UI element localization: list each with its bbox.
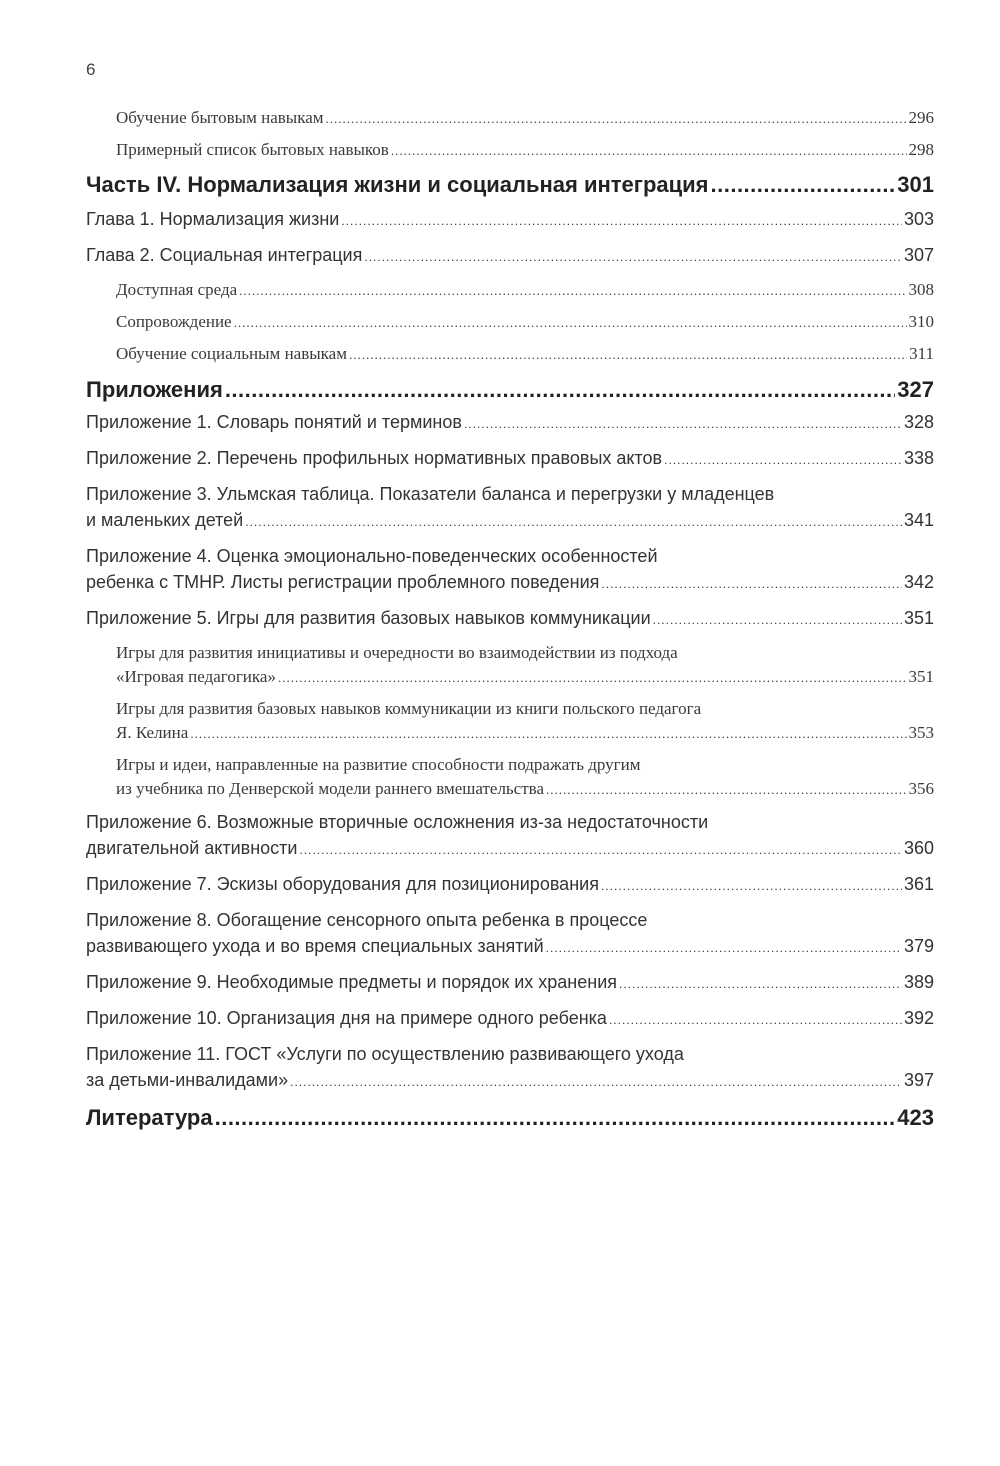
toc-entry[interactable] bbox=[86, 138, 934, 163]
toc-entry-page: 301 bbox=[897, 172, 934, 197]
toc-entry-page: 353 bbox=[908, 723, 934, 742]
toc-entry-title: «Игровая педагогика» bbox=[116, 667, 276, 686]
toc-entry-page: 351 bbox=[903, 608, 934, 628]
dot-leader bbox=[326, 107, 907, 131]
toc-entry-title: Приложение 5. Игры для развития базовых навыков коммуникации bbox=[86, 608, 651, 628]
toc-entry-title: Обучение социальным навыкам bbox=[116, 344, 347, 363]
toc-entry[interactable] bbox=[86, 543, 934, 597]
dot-leader bbox=[711, 170, 896, 200]
toc-entry-title: двигательной активности bbox=[86, 838, 298, 858]
toc-entry-title: Сопровождение bbox=[116, 312, 232, 331]
toc-entry-title: развивающего ухода и во время специальных занятий bbox=[86, 936, 544, 956]
toc-entry[interactable] bbox=[86, 206, 934, 234]
toc-entry-title-line: Приложение 4. Оценка эмоционально-поведенческих особенностей bbox=[86, 546, 658, 566]
toc-entry-title-line: Приложение 11. ГОСТ «Услуги по осуществлению развивающего ухода bbox=[86, 1044, 684, 1064]
toc-entry-page: 311 bbox=[909, 344, 934, 363]
toc-entry[interactable] bbox=[86, 871, 934, 899]
dot-leader bbox=[239, 279, 906, 303]
toc-entry-title: Часть IV. Нормализация жизни и социальная интеграция bbox=[86, 172, 709, 197]
toc-entry[interactable] bbox=[86, 445, 934, 473]
toc-entry-page: 307 bbox=[903, 245, 934, 265]
toc-entry-title-line: Игры для развития базовых навыков коммуникации из книги польского педагога bbox=[116, 699, 702, 718]
toc-entry-page: 327 bbox=[897, 377, 934, 402]
toc-entry-title-line: Приложение 3. Ульмская таблица. Показатели баланса и перегрузки у младенцев bbox=[86, 484, 775, 504]
toc-entry[interactable] bbox=[86, 697, 934, 746]
toc-entry[interactable] bbox=[86, 242, 934, 270]
toc-entry-title: Доступная среда bbox=[116, 280, 238, 299]
dot-leader bbox=[601, 873, 902, 899]
toc-entry-title: Приложение 9. Необходимые предметы и порядок их хранения bbox=[86, 972, 617, 992]
toc-entry-title: Глава 2. Социальная интеграция bbox=[86, 245, 363, 265]
toc-entry-title: ребенка с ТМНР. Листы регистрации проблемного поведения bbox=[86, 572, 600, 592]
toc-entry-page: 356 bbox=[908, 779, 934, 798]
toc-entry[interactable] bbox=[86, 278, 934, 303]
dot-leader bbox=[278, 666, 907, 690]
toc-entry-title: Глава 1. Нормализация жизни bbox=[86, 209, 340, 229]
toc-entry-page: 338 bbox=[903, 448, 934, 468]
toc-entry-page: 341 bbox=[903, 510, 934, 530]
toc-entry-page: 397 bbox=[903, 1070, 934, 1090]
toc-entry-page: 360 bbox=[903, 838, 934, 858]
page-number: 6 bbox=[86, 60, 96, 79]
dot-leader bbox=[225, 375, 895, 405]
dot-leader bbox=[391, 139, 907, 163]
dot-leader bbox=[299, 837, 902, 863]
toc-entry-title: Приложение 7. Эскизы оборудования для позиционирования bbox=[86, 874, 599, 894]
toc-entry[interactable] bbox=[86, 1103, 934, 1133]
toc-entry-title-line: Игры для развития инициативы и очередности во взаимодействии из подхода bbox=[116, 643, 678, 662]
toc-entry-page: 392 bbox=[903, 1008, 934, 1028]
toc-entry[interactable] bbox=[86, 106, 934, 131]
toc-entry-title-line: Приложение 6. Возможные вторичные осложнения из-за недостаточности bbox=[86, 812, 709, 832]
toc-entry[interactable] bbox=[86, 753, 934, 802]
dot-leader bbox=[601, 571, 902, 597]
dot-leader bbox=[546, 935, 902, 961]
toc-entry-page: 361 bbox=[903, 874, 934, 894]
dot-leader bbox=[664, 447, 902, 473]
toc-entry[interactable] bbox=[86, 907, 934, 961]
toc-entry[interactable] bbox=[86, 170, 934, 200]
toc-entry-page: 303 bbox=[903, 209, 934, 229]
toc-entry-page: 298 bbox=[908, 140, 934, 159]
toc-entry[interactable] bbox=[86, 342, 934, 367]
dot-leader bbox=[215, 1103, 896, 1133]
toc-entry-title: Литература bbox=[86, 1105, 213, 1130]
toc-entry[interactable] bbox=[86, 809, 934, 863]
toc-entry-page: 342 bbox=[903, 572, 934, 592]
toc-entry-page: 310 bbox=[908, 312, 934, 331]
toc-entry[interactable] bbox=[86, 310, 934, 335]
toc-entry-title: из учебника по Денверской модели раннего вмешательства bbox=[116, 779, 545, 798]
toc-entry-page: 308 bbox=[908, 280, 934, 299]
toc-entry[interactable] bbox=[86, 409, 934, 437]
toc-entry-title: Приложение 10. Организация дня на примере одного ребенка bbox=[86, 1008, 607, 1028]
toc-entry-page: 351 bbox=[908, 667, 934, 686]
toc-entry[interactable] bbox=[86, 641, 934, 690]
dot-leader bbox=[190, 722, 906, 746]
toc-entry-page: 389 bbox=[903, 972, 934, 992]
toc-entry-title: за детьми-инвалидами» bbox=[86, 1070, 289, 1090]
dot-leader bbox=[245, 509, 902, 535]
toc-entry-page: 328 bbox=[903, 412, 934, 432]
toc-entry-page: 296 bbox=[908, 108, 934, 127]
toc-entry[interactable] bbox=[86, 481, 934, 535]
dot-leader bbox=[364, 244, 902, 270]
toc-entry[interactable] bbox=[86, 969, 934, 997]
toc-entry-title: Приложения bbox=[86, 377, 223, 402]
dot-leader bbox=[619, 971, 902, 997]
toc-entry[interactable] bbox=[86, 375, 934, 405]
toc-entry-title: и маленьких детей bbox=[86, 510, 244, 530]
dot-leader bbox=[290, 1069, 902, 1095]
dot-leader bbox=[546, 778, 906, 802]
toc-entry-title-line: Игры и идеи, направленные на развитие способности подражать другим bbox=[116, 755, 641, 774]
toc-entry-title-line: Приложение 8. Обогащение сенсорного опыта ребенка в процессе bbox=[86, 910, 648, 930]
dot-leader bbox=[464, 411, 902, 437]
toc-entry[interactable] bbox=[86, 1005, 934, 1033]
dot-leader bbox=[341, 208, 902, 234]
table-of-contents bbox=[86, 106, 934, 1137]
dot-leader bbox=[609, 1007, 902, 1033]
toc-entry-title: Приложение 2. Перечень профильных нормативных правовых актов bbox=[86, 448, 663, 468]
toc-entry-title: Я. Келина bbox=[116, 723, 189, 742]
toc-entry[interactable] bbox=[86, 605, 934, 633]
toc-entry-title: Примерный список бытовых навыков bbox=[116, 140, 389, 159]
toc-entry-title: Обучение бытовым навыкам bbox=[116, 108, 324, 127]
toc-entry-title: Приложение 1. Словарь понятий и терминов bbox=[86, 412, 462, 432]
dot-leader bbox=[349, 343, 907, 367]
toc-entry[interactable] bbox=[86, 1041, 934, 1095]
dot-leader bbox=[653, 607, 902, 633]
toc-entry-page: 379 bbox=[903, 936, 934, 956]
dot-leader bbox=[234, 311, 907, 335]
toc-entry-page: 423 bbox=[897, 1105, 934, 1130]
